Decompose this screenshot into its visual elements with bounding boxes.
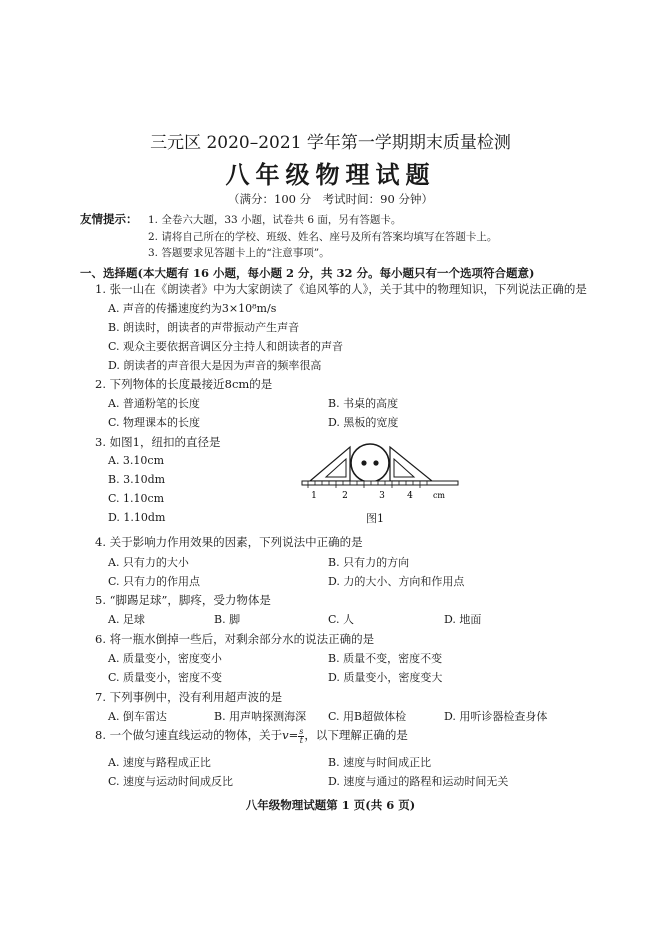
ruler-number-2: 2 bbox=[342, 491, 348, 501]
tip-item: 2. 请将自己所在的学校、班级、姓名、座号及所有答案均填写在答题卡上。 bbox=[148, 231, 498, 243]
question-4-option-d: D. 力的大小、方向和作用点 bbox=[328, 575, 465, 588]
page-footer: 八年级物理试题第 1 页(共 6 页) bbox=[245, 798, 416, 812]
question-1-option-c: C. 观众主要依据音调区分主持人和朗读者的声音 bbox=[108, 340, 344, 353]
exam-subtitle: （满分：100 分 考试时间：90 分钟） bbox=[228, 192, 433, 206]
question-6-option-d: D. 质量变小，密度变大 bbox=[328, 671, 443, 684]
figure-1-ruler-button-diagram bbox=[300, 437, 460, 503]
ruler-number-4: 4 bbox=[407, 491, 413, 501]
tip-item: 1. 全卷六大题，33 小题，试卷共 6 面，另有答题卡。 bbox=[148, 214, 402, 226]
question-5-option-c: C. 人 bbox=[328, 613, 355, 626]
question-7-option-c: C. 用B超做体检 bbox=[328, 710, 407, 723]
question-1-stem: 1. 张一山在《朗读者》中为大家朗读了《追风筝的人》，关于其中的物理知识，下列说法正确的是 bbox=[95, 282, 587, 296]
question-2-option-b: B. 书桌的高度 bbox=[328, 397, 399, 410]
question-1-option-d: D. 朗读者的声音很大是因为声音的频率很高 bbox=[108, 359, 322, 372]
question-6-stem: 6. 将一瓶水倒掉一些后，对剩余部分水的说法正确的是 bbox=[95, 632, 375, 646]
question-8-option-b: B. 速度与时间成正比 bbox=[328, 756, 432, 769]
question-7-option-a: A. 倒车雷达 bbox=[108, 710, 167, 723]
question-2-option-d: D. 黑板的宽度 bbox=[328, 416, 399, 429]
question-8-option-d: D. 速度与通过的路程和运动时间无关 bbox=[328, 775, 509, 788]
question-8-stem bbox=[95, 727, 408, 745]
question-4-option-c: C. 只有力的作用点 bbox=[108, 575, 201, 588]
question-6-option-a: A. 质量变小，密度变小 bbox=[108, 652, 222, 665]
question-8-stem-pre: 8. 一个做匀速直线运动的物体，关于 bbox=[95, 728, 283, 742]
formula-v: v= bbox=[282, 728, 299, 742]
question-4-stem: 4. 关于影响力作用效果的因素，下列说法中正确的是 bbox=[95, 535, 363, 549]
question-2-option-c: C. 物理课本的长度 bbox=[108, 416, 201, 429]
exam-title-line2: 八年级物理试题 bbox=[225, 160, 436, 189]
ruler-number-1: 1 bbox=[311, 491, 317, 501]
section-heading: 一、选择题(本大题有 16 小题，每小题 2 分，共 32 分。每小题只有一个选项符合题意) bbox=[80, 266, 535, 280]
left-triangle-ruler-icon bbox=[310, 447, 350, 481]
tips-label: 友情提示： bbox=[80, 212, 138, 226]
button-circle-icon bbox=[351, 444, 389, 482]
question-5-option-b: B. 脚 bbox=[214, 613, 241, 626]
ruler-unit: cm bbox=[432, 491, 446, 500]
question-7-stem: 7. 下列事例中，没有利用超声波的是 bbox=[95, 690, 283, 704]
tip-item: 3. 答题要求见答题卡上的“注意事项”。 bbox=[148, 247, 330, 259]
question-4-option-b: B. 只有力的方向 bbox=[328, 556, 410, 569]
question-3-option-a: A. 3.10cm bbox=[108, 454, 165, 467]
ruler-number-3: 3 bbox=[379, 491, 385, 501]
question-5-stem: 5. “脚踢足球”，脚疼，受力物体是 bbox=[95, 593, 271, 607]
question-8-option-a: A. 速度与路程成正比 bbox=[108, 756, 211, 769]
question-3-option-d: D. 1.10dm bbox=[108, 511, 166, 524]
question-3-option-c: C. 1.10cm bbox=[108, 492, 165, 505]
ruler-bar bbox=[302, 481, 458, 485]
figure-1-caption: 图1 bbox=[366, 512, 384, 525]
question-5-option-a: A. 足球 bbox=[108, 613, 145, 626]
right-triangle-ruler-icon bbox=[390, 447, 432, 481]
formula-denominator: t bbox=[299, 735, 303, 745]
question-6-option-b: B. 质量不变，密度不变 bbox=[328, 652, 443, 665]
question-1-option-b: B. 朗读时，朗读者的声带振动产生声音 bbox=[108, 321, 300, 334]
question-1-option-a: A. 声音的传播速度约为3×10⁸m/s bbox=[108, 302, 277, 315]
question-3-option-b: B. 3.10dm bbox=[108, 473, 166, 486]
question-2-option-a: A. 普通粉笔的长度 bbox=[108, 397, 200, 410]
question-4-option-a: A. 只有力的大小 bbox=[108, 556, 189, 569]
question-7-option-b: B. 用声呐探测海深 bbox=[214, 710, 307, 723]
question-3-stem: 3. 如图1，纽扣的直径是 bbox=[95, 435, 221, 449]
question-5-option-d: D. 地面 bbox=[444, 613, 482, 626]
question-6-option-c: C. 质量变小，密度不变 bbox=[108, 671, 223, 684]
formula-numerator: s bbox=[299, 726, 304, 736]
question-2-stem: 2. 下列物体的长度最接近8cm的是 bbox=[95, 377, 273, 391]
question-7-option-d: D. 用听诊器检查身体 bbox=[444, 710, 548, 723]
question-8-option-c: C. 速度与运动时间成反比 bbox=[108, 775, 234, 788]
question-8-stem-post: ，以下理解正确的是 bbox=[304, 728, 408, 742]
exam-title-line1: 三元区 2020–2021 学年第一学期期末质量检测 bbox=[150, 133, 511, 153]
